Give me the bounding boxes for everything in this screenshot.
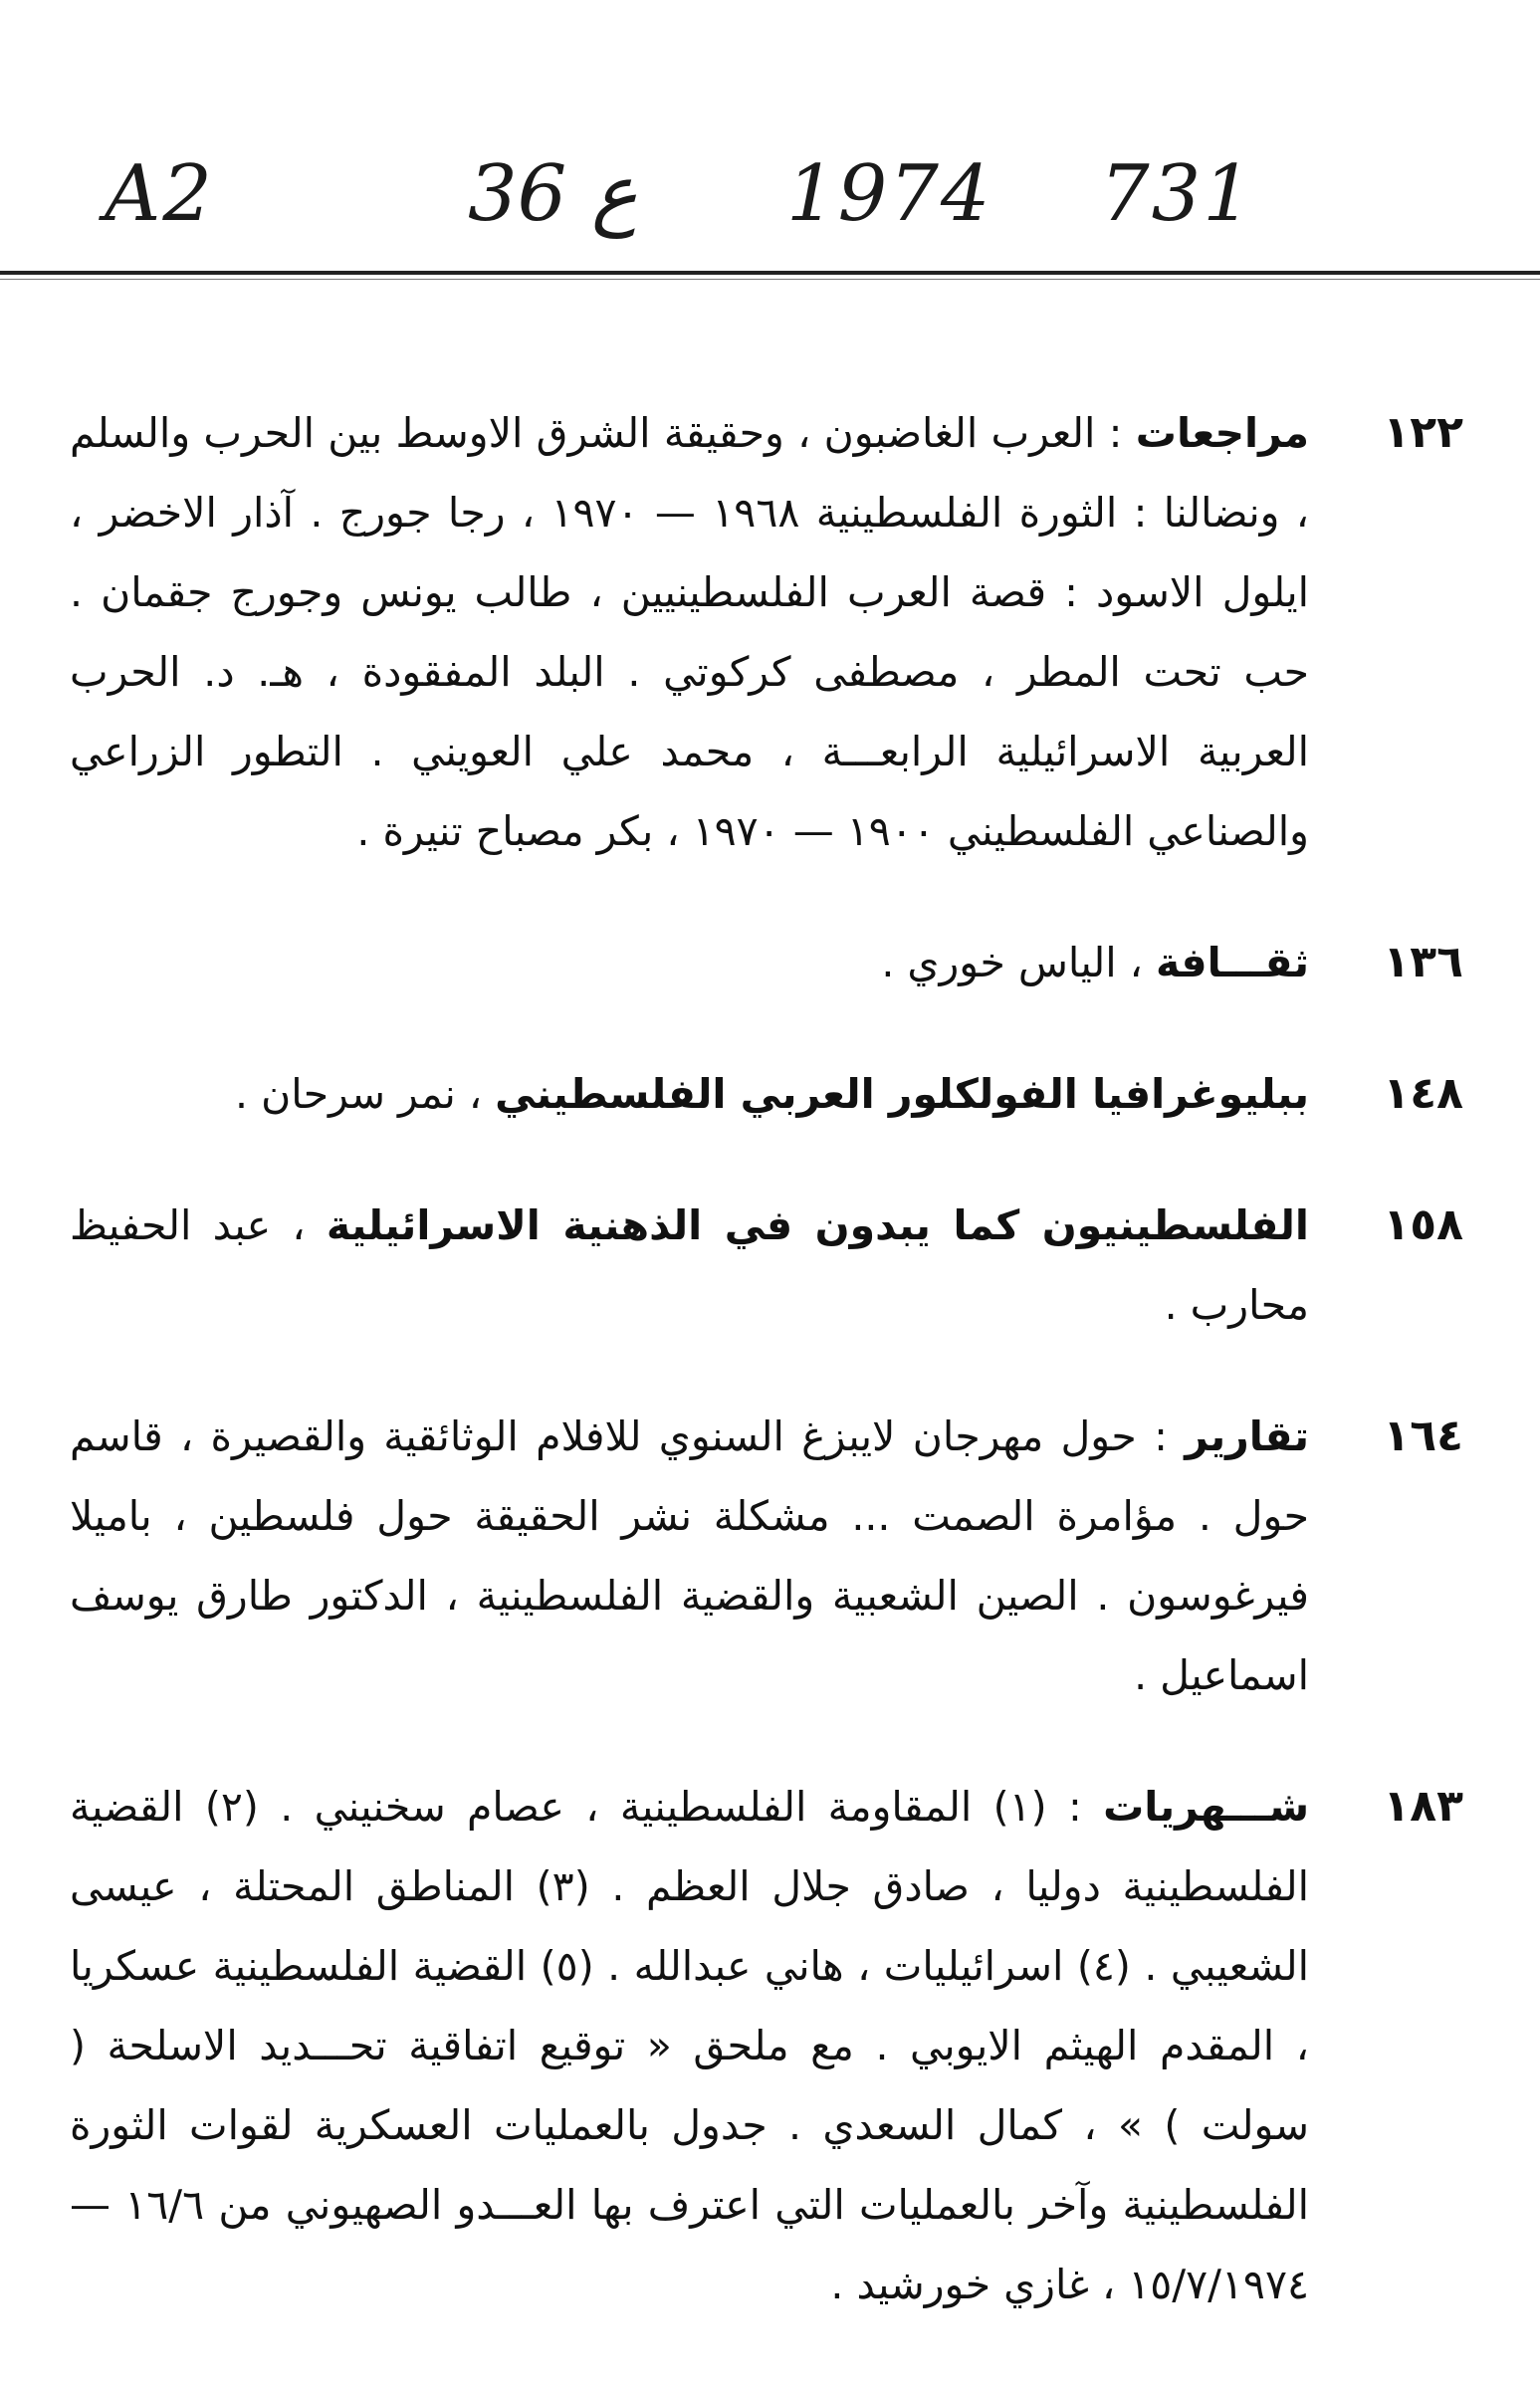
entry-heading: الفلسطينيون كما يبدون في الذهنية الاسرائيلية — [326, 1201, 1309, 1249]
entry-text — [70, 1397, 1309, 1715]
entry-page-number: ١٦٤ — [1383, 1410, 1463, 1461]
entry-heading: ثقـــافة — [1155, 939, 1309, 986]
entry-heading: تقارير — [1185, 1412, 1309, 1460]
toc-entry — [70, 1397, 1463, 1715]
entry-page-number: ١٢٢ — [1383, 407, 1463, 458]
handwritten-year: 1974 — [786, 149, 992, 239]
entry-heading: مراجعات — [1135, 409, 1309, 457]
entry-body: ، الياس خوري . — [881, 939, 1156, 986]
entry-heading: شـــهريات — [1103, 1783, 1310, 1831]
entry-text — [70, 1767, 1309, 2324]
table-of-contents — [70, 393, 1463, 2376]
entry-text — [70, 393, 1309, 871]
entry-body: ، عبد الحفيظ محارب . — [70, 1201, 1309, 1329]
toc-entry — [70, 1054, 1463, 1134]
handwritten-mark: A2 — [105, 149, 214, 239]
toc-entry — [70, 1186, 1463, 1345]
toc-entry — [70, 923, 1463, 1002]
entry-body: : (١) المقاومة الفلسطينية ، عصام سخنيني . (٢) القضية الفلسطينية دوليا ، صادق جلال العظم . (٣) المناطق المحتلة ، عيسى الشعيبي . (٤) اسرائيليات ، هاني عبدالله . (٥) القضية الفلسطينية عسكريا ، المقدم الهيثم الايوبي . مع ملحق « توقيع اتفاقية تحـــديد الاسلحة ( سولت ) » ، كمال السعدي . جدول بالعمليات العسكرية لقوات الثورة الفلسطينية وآخر بالعمليات التي اعترف بها العـــدو الصهيوني من ١٦/٦ — ١٥/٧/١٩٧٤ ، غازي خورشيد . — [70, 1783, 1309, 2308]
entry-body: : العرب الغاضبون ، وحقيقة الشرق الاوسط بين الحرب والسلم ، ونضالنا : الثورة الفلسطينية ١٩٦٨ — ١٩٧٠ ، رجا جورج . آذار الاخضر ، ايلول الاسود : قصة العرب الفلسطينيين ، طالب يونس وجورج جقمان . حب تحت المطر ، مصطفى كركوتي . البلد المفقودة ، هـ. د. الحرب العربية الاسرائيلية الرابعـــة ، محمد علي العويني . التطور الزراعي والصناعي الفلسطيني ١٩٠٠ — ١٩٧٠ ، بكر مصباح تنيرة . — [70, 409, 1309, 855]
entry-page-number: ١٨٣ — [1383, 1781, 1463, 1832]
entry-heading: ببليوغرافيا الفولكلور العربي الفلسطيني — [495, 1070, 1309, 1118]
entry-body: : حول مهرجان لايبزغ السنوي للافلام الوثائقية والقصيرة ، قاسم حول . مؤامرة الصمت ... مشكلة نشر الحقيقة حول فلسطين ، باميلا فيرغوسون . الصين الشعبية والقضية الفلسطينية ، الدكتور طارق يوسف اسماعيل . — [70, 1412, 1309, 1699]
entry-page-number: ١٣٦ — [1383, 937, 1463, 987]
entry-text — [70, 1054, 1309, 1134]
entry-page-number: ١٥٨ — [1383, 1199, 1463, 1250]
toc-entry — [70, 1767, 1463, 2324]
entry-text — [70, 1186, 1309, 1345]
header-rule-thin — [0, 279, 1540, 280]
header-rule — [0, 271, 1540, 275]
entry-text — [70, 923, 1309, 1002]
handwritten-call-number: 731 — [1100, 149, 1254, 239]
toc-entry — [70, 393, 1463, 871]
handwritten-volume: 36 ع — [468, 149, 638, 239]
entry-page-number: ١٤٨ — [1383, 1068, 1463, 1119]
entry-body: ، نمر سرحان . — [235, 1070, 496, 1118]
